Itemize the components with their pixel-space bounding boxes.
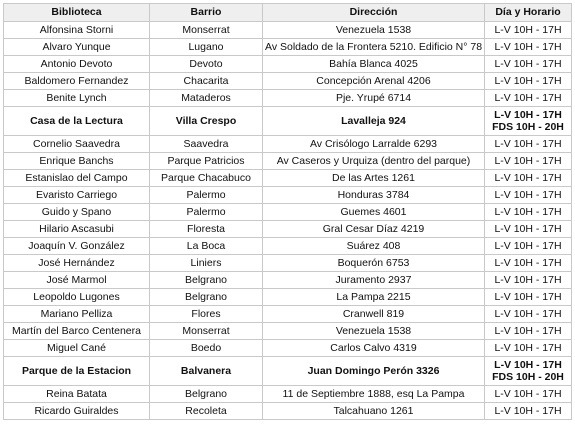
cell-horario: L-V 10H - 17H: [485, 238, 572, 255]
cell-barrio: Monserrat: [150, 22, 263, 39]
table-row: [4, 187, 572, 204]
cell-biblioteca: Martín del Barco Centenera: [4, 323, 150, 340]
cell-biblioteca: Miguel Cané: [4, 340, 150, 357]
cell-barrio: Floresta: [150, 221, 263, 238]
cell-biblioteca: Baldomero Fernandez: [4, 73, 150, 90]
cell-biblioteca: Benite Lynch: [4, 90, 150, 107]
table-row: [4, 73, 572, 90]
cell-barrio: Saavedra: [150, 136, 263, 153]
cell-barrio: Parque Chacabuco: [150, 170, 263, 187]
cell-barrio: La Boca: [150, 238, 263, 255]
cell-direccion: Lavalleja 924: [263, 107, 485, 136]
table-row: [4, 136, 572, 153]
cell-biblioteca: Joaquín V. González: [4, 238, 150, 255]
cell-horario: [485, 107, 572, 136]
cell-direccion: Suárez 408: [263, 238, 485, 255]
cell-biblioteca: Evaristo Carriego: [4, 187, 150, 204]
header-row: [4, 4, 572, 22]
cell-biblioteca: José Hernández: [4, 255, 150, 272]
cell-direccion: Pje. Yrupé 6714: [263, 90, 485, 107]
cell-horario: L-V 10H - 17H: [485, 39, 572, 56]
horario-weekday: L-V 10H - 17H: [494, 359, 562, 371]
cell-direccion: Juan Domingo Perón 3326: [263, 357, 485, 386]
cell-horario: [485, 357, 572, 386]
cell-direccion: Concepción Arenal 4206: [263, 73, 485, 90]
cell-barrio: Parque Patricios: [150, 153, 263, 170]
cell-biblioteca: Parque de la Estacion: [4, 357, 150, 386]
cell-barrio: Flores: [150, 306, 263, 323]
cell-direccion: La Pampa 2215: [263, 289, 485, 306]
cell-biblioteca: Enrique Banchs: [4, 153, 150, 170]
table-row: [4, 90, 572, 107]
table-row: [4, 386, 572, 403]
cell-horario: L-V 10H - 17H: [485, 289, 572, 306]
cell-horario: L-V 10H - 17H: [485, 187, 572, 204]
cell-horario: L-V 10H - 17H: [485, 221, 572, 238]
table-row: [4, 56, 572, 73]
cell-horario: L-V 10H - 17H: [485, 153, 572, 170]
cell-biblioteca: Cornelio Saavedra: [4, 136, 150, 153]
cell-direccion: Carlos Calvo 4319: [263, 340, 485, 357]
cell-horario: L-V 10H - 17H: [485, 56, 572, 73]
cell-barrio: Belgrano: [150, 289, 263, 306]
cell-direccion: Gral Cesar Díaz 4219: [263, 221, 485, 238]
cell-direccion: Av Crisólogo Larralde 6293: [263, 136, 485, 153]
cell-barrio: Palermo: [150, 187, 263, 204]
table-row: [4, 255, 572, 272]
cell-direccion: Bahía Blanca 4025: [263, 56, 485, 73]
table-body: [4, 22, 572, 420]
cell-biblioteca: Hilario Ascasubi: [4, 221, 150, 238]
cell-barrio: Chacarita: [150, 73, 263, 90]
cell-biblioteca: Alvaro Yunque: [4, 39, 150, 56]
cell-direccion: 11 de Septiembre 1888, esq La Pampa: [263, 386, 485, 403]
horario-weekend: FDS 10H - 20H: [492, 371, 564, 383]
cell-biblioteca: Mariano Pelliza: [4, 306, 150, 323]
header-direccion: Dirección: [263, 4, 485, 22]
cell-horario: L-V 10H - 17H: [485, 403, 572, 420]
cell-direccion: Talcahuano 1261: [263, 403, 485, 420]
cell-horario: L-V 10H - 17H: [485, 204, 572, 221]
cell-direccion: Venezuela 1538: [263, 22, 485, 39]
header-barrio: Barrio: [150, 4, 263, 22]
cell-biblioteca: Guido y Spano: [4, 204, 150, 221]
cell-barrio: Boedo: [150, 340, 263, 357]
cell-horario: L-V 10H - 17H: [485, 136, 572, 153]
table-row: [4, 403, 572, 420]
cell-horario: L-V 10H - 17H: [485, 306, 572, 323]
cell-barrio: Mataderos: [150, 90, 263, 107]
table-row: [4, 221, 572, 238]
cell-horario: L-V 10H - 17H: [485, 255, 572, 272]
header-horario: Día y Horario: [485, 4, 572, 22]
cell-biblioteca: Antonio Devoto: [4, 56, 150, 73]
cell-biblioteca: Casa de la Lectura: [4, 107, 150, 136]
cell-horario: L-V 10H - 17H: [485, 73, 572, 90]
table-row: [4, 340, 572, 357]
table-row: [4, 306, 572, 323]
table-row: [4, 204, 572, 221]
cell-biblioteca: Alfonsina Storni: [4, 22, 150, 39]
table-row: [4, 323, 572, 340]
cell-horario: L-V 10H - 17H: [485, 22, 572, 39]
cell-barrio: Belgrano: [150, 386, 263, 403]
table-row: [4, 22, 572, 39]
table-row: [4, 238, 572, 255]
cell-direccion: Honduras 3784: [263, 187, 485, 204]
cell-direccion: Guemes 4601: [263, 204, 485, 221]
table-row: [4, 107, 572, 136]
cell-horario: L-V 10H - 17H: [485, 90, 572, 107]
cell-barrio: Lugano: [150, 39, 263, 56]
cell-horario: L-V 10H - 17H: [485, 323, 572, 340]
cell-barrio: Recoleta: [150, 403, 263, 420]
table-row: [4, 357, 572, 386]
cell-horario: L-V 10H - 17H: [485, 340, 572, 357]
table-row: [4, 153, 572, 170]
table-row: [4, 39, 572, 56]
cell-direccion: De las Artes 1261: [263, 170, 485, 187]
libraries-table: [3, 3, 572, 420]
cell-barrio: Villa Crespo: [150, 107, 263, 136]
horario-weekday: L-V 10H - 17H: [494, 109, 562, 121]
cell-biblioteca: Leopoldo Lugones: [4, 289, 150, 306]
cell-barrio: Balvanera: [150, 357, 263, 386]
cell-horario: L-V 10H - 17H: [485, 386, 572, 403]
cell-direccion: Av Caseros y Urquiza (dentro del parque): [263, 153, 485, 170]
horario-weekend: FDS 10H - 20H: [492, 121, 564, 133]
cell-horario: L-V 10H - 17H: [485, 272, 572, 289]
table-row: [4, 289, 572, 306]
header-biblioteca: Biblioteca: [4, 4, 150, 22]
cell-biblioteca: Estanislao del Campo: [4, 170, 150, 187]
cell-barrio: Palermo: [150, 204, 263, 221]
table-row: [4, 170, 572, 187]
cell-barrio: Belgrano: [150, 272, 263, 289]
cell-horario: L-V 10H - 17H: [485, 170, 572, 187]
cell-biblioteca: Reina Batata: [4, 386, 150, 403]
cell-direccion: Cranwell 819: [263, 306, 485, 323]
cell-barrio: Monserrat: [150, 323, 263, 340]
table-row: [4, 272, 572, 289]
cell-direccion: Juramento 2937: [263, 272, 485, 289]
cell-barrio: Devoto: [150, 56, 263, 73]
cell-biblioteca: José Marmol: [4, 272, 150, 289]
cell-direccion: Venezuela 1538: [263, 323, 485, 340]
cell-direccion: Boquerón 6753: [263, 255, 485, 272]
cell-biblioteca: Ricardo Guiraldes: [4, 403, 150, 420]
cell-barrio: Liniers: [150, 255, 263, 272]
cell-direccion: Av Soldado de la Frontera 5210. Edificio N° 78: [263, 39, 485, 56]
